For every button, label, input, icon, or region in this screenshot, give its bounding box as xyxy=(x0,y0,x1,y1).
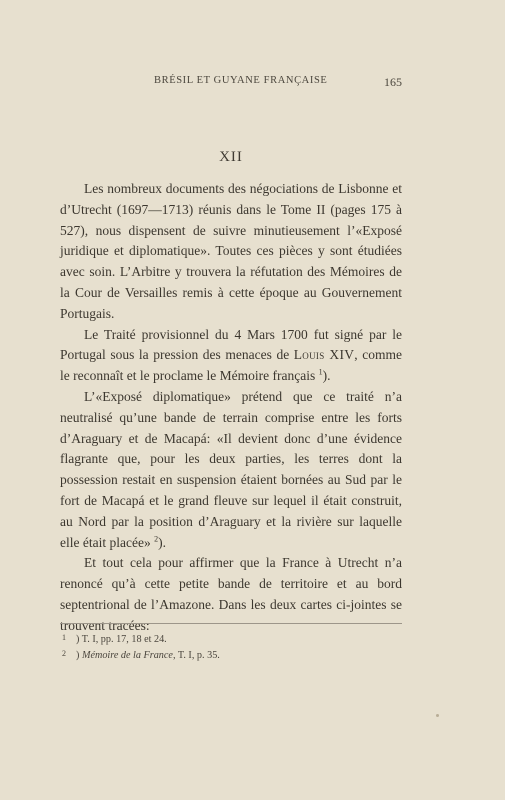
footnote-divider xyxy=(60,623,402,624)
paragraph-3-text-b: ). xyxy=(158,534,166,550)
paragraph-4: Et tout cela pour affirmer que la France à Utrecht n’a renoncé qu’à cette petite bande de territoire et au bord septentrional de l’Amazone. Dans les deux cartes ci-jointes se trouvent tracées: xyxy=(60,555,402,633)
footnote-2-text: T. I, p. 35. xyxy=(175,650,220,661)
paragraph-2-text-c: ). xyxy=(322,368,331,384)
footnote-1 xyxy=(60,632,402,648)
footnote-ref-1: 1 xyxy=(318,367,323,377)
footnote-1-text: ) T. I, pp. 17, 18 et 24. xyxy=(76,634,167,645)
paragraph-2-text-b: , comme le reconnaît et le proclame le Mémoire français xyxy=(60,347,402,384)
footnote-1-mark: 1 xyxy=(62,633,66,642)
paragraph-3-text-a: L’«Exposé diplomatique» prétend que ce traité n’a neutralisé qu’une bande de terrain comprise entre les forts d’Araguary et de Macapá: «Il devient donc d’une évidence flagrante que, pour les deux parties, les terres dont la possession restait en suspension étaient bornées au Sud par le fort de Macapá et le grand fleuve sur lequel il était construit, au Nord par la position d’Araguary et la rivière sur laquelle elle était placée» xyxy=(60,388,402,550)
footnote-ref-2: 2 xyxy=(154,534,159,544)
footnote-2: 2 ) Mémoire de la France, T. I, p. 35. xyxy=(60,648,402,664)
section-heading: XII xyxy=(219,149,243,165)
running-title: BRÉSIL ET GUYANE FRANÇAISE xyxy=(154,75,328,86)
king-name: Louis XIV xyxy=(293,347,355,363)
paragraph-2 xyxy=(60,325,402,387)
page-number: 165 xyxy=(384,75,402,89)
footnotes xyxy=(60,632,402,664)
running-header xyxy=(60,75,402,93)
footnote-2-mark: 2 xyxy=(62,649,66,658)
body-text xyxy=(60,179,402,637)
footnote-2-title: Mémoire de la France, xyxy=(81,650,176,661)
paragraph-3 xyxy=(60,387,402,553)
paragraph-1: Les nombreux documents des négociations de Lisbonne et d’Utrecht (1697—1713) réunis dans le Tome II (pages 175 à 527), nous dispensent de suivre minutieusement l’«Exposé juridique et diplomatique». Toutes ces pièces y sont étudiées avec soin. L’Arbitre y trouvera la réfutation des Mémoires de la Cour de Versailles remis à cette époque au Gouvernement Portugais. xyxy=(60,181,402,321)
paper-speck xyxy=(436,714,439,717)
paragraph-2-text-a: Le Traité provisionnel du 4 Mars 1700 fut signé par le Portugal sous la pression des menaces de xyxy=(60,326,402,363)
